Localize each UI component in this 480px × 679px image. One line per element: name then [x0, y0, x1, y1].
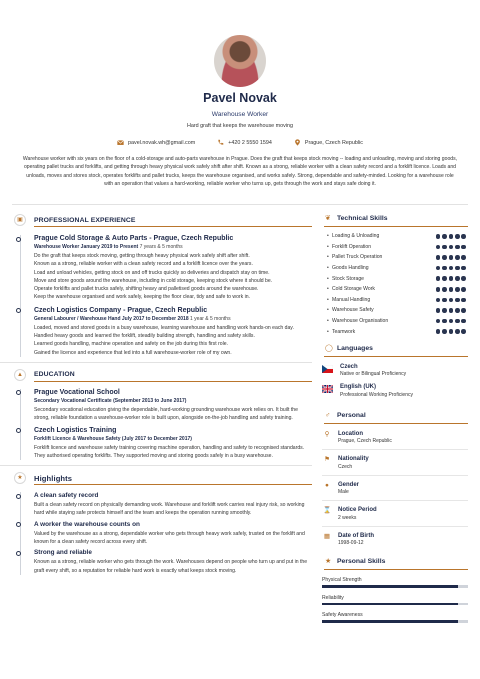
language-item: Czech Native or Bilingual Proficiency — [322, 364, 468, 378]
rating-dot — [442, 319, 447, 324]
skill-rating — [436, 287, 466, 292]
bullet-icon: • — [327, 307, 329, 314]
bullet-icon: • — [327, 286, 329, 293]
skill-name: Manual Handling — [332, 296, 371, 303]
skill-rating — [436, 276, 466, 281]
rating-dot — [449, 298, 454, 303]
role-dates: Warehouse Worker January 2019 to Present 7 years & 5 months — [34, 244, 183, 250]
personal-skill-bar-fill — [322, 620, 458, 623]
personal-skills-list — [322, 577, 468, 623]
map-pin-icon: ⚲ — [324, 430, 330, 438]
skill-name: Warehouse Organisation — [332, 318, 389, 325]
rating-dot — [449, 276, 454, 281]
skill-item — [322, 305, 468, 316]
star-icon: ★ — [14, 472, 26, 484]
skill-item — [322, 273, 468, 284]
rating-dot — [449, 255, 454, 260]
job-title: Warehouse Worker — [211, 111, 269, 118]
experience-entry — [34, 235, 312, 302]
skill-name: Pallet Truck Operation — [332, 254, 383, 261]
rating-dot — [455, 266, 460, 271]
skill-name: Loading & Unloading — [332, 233, 380, 240]
rating-dot — [455, 298, 460, 303]
skill-item — [322, 326, 468, 337]
skill-rating — [436, 234, 466, 239]
languages-heading: ◯ Languages — [322, 343, 468, 357]
skill-item — [322, 231, 468, 242]
phone-contact[interactable] — [217, 139, 272, 146]
rating-dot — [449, 266, 454, 271]
skills-heading: ❦ Technical Skills — [322, 213, 468, 227]
highlights-heading: ★ Highlights — [12, 471, 312, 485]
rating-dot — [449, 234, 454, 239]
phone-icon — [217, 139, 224, 146]
skill-item — [322, 295, 468, 306]
rating-dot — [449, 287, 454, 292]
envelope-icon — [117, 139, 124, 146]
rating-dot — [449, 245, 454, 250]
rating-dot — [461, 276, 466, 281]
calendar-icon: ▦ — [323, 532, 331, 540]
rating-dot — [461, 319, 466, 324]
rating-dot — [442, 329, 447, 334]
bullet-icon: • — [327, 265, 329, 272]
personal-skill-name: Reliability — [322, 594, 344, 601]
experience-details: Do the graft that keeps stock moving, getting through heavy physical work safely shift after shift. Known as a strong, reliable worker with a clean safety record and a forklift licence over the years. Load and unload vehicles, getting stock on and off trucks quickly so deliveries and dispatch stay on time. Move and store goods around the warehouse, including in cold storage, keeping stock where it should be. Operate forklifts and pallet trucks safely, shifting heavy and palletised goods around the warehouse. Keep the warehouse organised and work safely, keeping the floor clear, tidy and safe to work in. — [34, 253, 273, 301]
person-icon: ● — [325, 481, 329, 489]
personal-skill-name: Physical Strength — [322, 577, 362, 584]
rating-dot — [449, 319, 454, 324]
main-column — [12, 213, 312, 575]
bullet-icon: • — [327, 328, 329, 335]
flag-icon: ⚑ — [324, 456, 330, 464]
graduation-cap-icon: ▲ — [14, 369, 26, 381]
rating-dot — [442, 234, 447, 239]
skill-item — [322, 252, 468, 263]
rating-dot — [461, 329, 466, 334]
rating-dot — [442, 255, 447, 260]
bullet-icon: • — [327, 296, 329, 303]
rating-dot — [461, 308, 466, 313]
rating-dot — [436, 266, 441, 271]
personal-skill-bar-fill — [322, 603, 458, 606]
rating-dot — [455, 287, 460, 292]
candidate-name: Pavel Novak — [203, 91, 277, 105]
highlights-list — [12, 492, 312, 575]
personal-location: ⚲ Location Prague, Czech Republic — [322, 431, 468, 445]
bullet-icon: • — [327, 275, 329, 282]
skill-item — [322, 263, 468, 274]
language-item: English (UK) Professional Working Proficiency — [322, 384, 468, 398]
rating-dot — [461, 245, 466, 250]
rating-dot — [436, 234, 441, 239]
location-text: Prague, Czech Republic — [304, 139, 363, 146]
highlight-entry: Strong and reliable Known as a strong, reliable worker who gets through the work. Warehouses depend on people who turn up and put in the graft every shift, so a reputation for reliable hard work is exactly what keeps stock moving. — [34, 549, 312, 575]
personal-skill-bar — [322, 603, 468, 606]
rating-dot — [436, 255, 441, 260]
education-entry: Prague Vocational School Secondary Vocational Certificate (September 2013 to June 2017) Secondary vocational education giving the dependable, hard-working grounding warehouse work relies on. It built the strong, reliable foundation a warehouse-worker role is built upon, alongside on-the-job handling and safety training. — [34, 389, 312, 423]
rating-dot — [461, 266, 466, 271]
bullet-icon: • — [327, 233, 329, 240]
uk-flag-icon — [322, 385, 333, 393]
personal-heading: ♂ Personal — [322, 410, 468, 424]
experience-details: Loaded, moved and stored goods in a busy warehouse, learning warehouse and handling work hands-on each day. Handled heavy goods and learned the forklift, steadily building strength, handling and safety skills. Learned goods handling, machine operation and safety on the job during this first role. Gained the licence and experience that led into a full warehouse-worker role of my own. — [34, 324, 294, 356]
czech-flag-icon — [322, 365, 333, 373]
role-dates: General Labourer / Warehouse Hand July 2017 to December 2018 1 year & 5 months — [34, 315, 231, 322]
skill-rating — [436, 319, 466, 324]
education-entry: Czech Logistics Training Forklift Licence & Warehouse Safety (July 2017 to December 2017) Forklift licence and warehouse safety training covering machine operation, handling and safety to recognised standards. They authorised operating forklifts. They supported moving and storing goods safely in a busy warehouse. — [34, 427, 312, 461]
rating-dot — [461, 287, 466, 292]
experience-heading: ▣ PROFESSIONAL EXPERIENCE — [12, 213, 312, 227]
skill-name: Warehouse Safety — [332, 307, 374, 314]
sidebar-column — [322, 213, 468, 623]
bullet-icon: • — [327, 243, 329, 250]
rating-dot — [436, 319, 441, 324]
rating-dot — [455, 319, 460, 324]
skill-rating — [436, 245, 466, 250]
hourglass-icon: ⌛ — [322, 507, 332, 515]
employer-title: Prague Cold Storage & Auto Parts - Prague, Czech Republic — [34, 235, 234, 242]
rating-dot — [442, 245, 447, 250]
rating-dot — [455, 245, 460, 250]
rating-dot — [442, 308, 447, 313]
personal-skill-bar — [322, 620, 468, 623]
rating-dot — [455, 234, 460, 239]
rating-dot — [442, 298, 447, 303]
contact-bar — [0, 139, 480, 146]
rating-dot — [442, 266, 447, 271]
personal-skills-heading: ★ Personal Skills — [322, 556, 468, 570]
skill-rating — [436, 329, 466, 334]
rating-dot — [461, 234, 466, 239]
rating-dot — [455, 255, 460, 260]
highlight-entry: A worker the warehouse counts on Valued by the warehouse as a strong, dependable worker who gets through heavy work safely, trusted on the forklift and known for a clean safety record across every shift. — [34, 521, 312, 547]
rating-dot — [436, 329, 441, 334]
personal-skill-bar — [322, 585, 468, 588]
bullet-icon: • — [327, 318, 329, 325]
skill-rating — [436, 266, 466, 271]
briefcase-icon: ▣ — [14, 214, 26, 226]
location-contact — [294, 139, 363, 146]
bullet-icon: • — [327, 254, 329, 261]
personal-skill-bar-fill — [322, 585, 458, 588]
award-icon: ❦ — [325, 215, 331, 222]
globe-icon: ◯ — [325, 344, 333, 352]
skill-name: Stock Storage — [332, 275, 364, 282]
rating-dot — [436, 287, 441, 292]
personal-gender: ● Gender Male — [322, 482, 468, 496]
personal-skill-name: Safety Awareness — [322, 612, 363, 619]
rating-dot — [461, 255, 466, 260]
rating-dot — [455, 329, 460, 334]
skills-list — [322, 231, 468, 337]
tagline: Hard graft that keeps the warehouse moving — [186, 123, 294, 129]
education-heading: ▲ EDUCATION — [12, 368, 312, 382]
rating-dot — [461, 298, 466, 303]
rating-dot — [449, 308, 454, 313]
rating-dot — [436, 308, 441, 313]
highlight-entry: A clean safety record Built a clean safety record on physically demanding work. Warehouse and forklift work carries real injury risk, so working hard while staying safe protects himself and the team and keeps the operation running smoothly. — [34, 492, 312, 518]
skill-item — [322, 316, 468, 327]
rating-dot — [436, 298, 441, 303]
divider — [12, 204, 468, 205]
skill-rating — [436, 298, 466, 303]
rating-dot — [436, 245, 441, 250]
map-pin-icon — [294, 139, 301, 146]
personal-nationality: ⚑ Nationality Czech — [322, 456, 468, 470]
rating-dot — [442, 276, 447, 281]
skill-rating — [436, 308, 466, 313]
profile-photo — [214, 35, 266, 87]
email-contact[interactable] — [117, 139, 195, 146]
skill-name: Forklift Operation — [332, 243, 372, 250]
skill-item — [322, 242, 468, 253]
phone-text: +420 2 5550 1594 — [228, 139, 272, 146]
skill-rating — [436, 255, 466, 260]
employer-title: Czech Logistics Company - Prague, Czech Republic — [34, 306, 208, 314]
rating-dot — [449, 329, 454, 334]
skill-name: Cold Storage Work — [332, 286, 375, 293]
personal-notice-period: ⌛ Notice Period 2 weeks — [322, 507, 377, 521]
gender-icon: ♂ — [325, 411, 331, 419]
rating-dot — [436, 276, 441, 281]
experience-entry — [34, 307, 312, 357]
education-list — [12, 389, 312, 460]
profile-summary: Warehouse worker with six years on the floor of a cold-storage and auto-parts warehouse in Prague. Does the graft that keeps stock moving -- loading and unloading, moving and storing goods, operating pallet trucks and forklifts, and getting through heavy physical work safely shift after shift. Known as a strong, reliable worker with a clean safety record and a forklift licence. Loads and unloads, moves and stores stock, operates forklifts and pallet trucks, keeps the warehouse organised, and works safely. Strong, dependable and safety-minded. Looking for a warehouse role with an operation that values a hard-working, reliable worker who turns up, gets through the work and stays safe doing it. — [22, 156, 458, 188]
experience-list — [12, 235, 312, 357]
rating-dot — [455, 276, 460, 281]
skill-item — [322, 284, 468, 295]
rating-dot — [442, 287, 447, 292]
rating-dot — [455, 308, 460, 313]
email-text: pavel.novak.wh@gmail.com — [128, 139, 196, 146]
skill-name: Teamwork — [332, 328, 356, 335]
personal-date-of-birth: ▦ Date of Birth 1998-09-12 — [323, 532, 374, 547]
star-icon: ★ — [325, 558, 332, 566]
skill-name: Goods Handling — [332, 265, 369, 272]
